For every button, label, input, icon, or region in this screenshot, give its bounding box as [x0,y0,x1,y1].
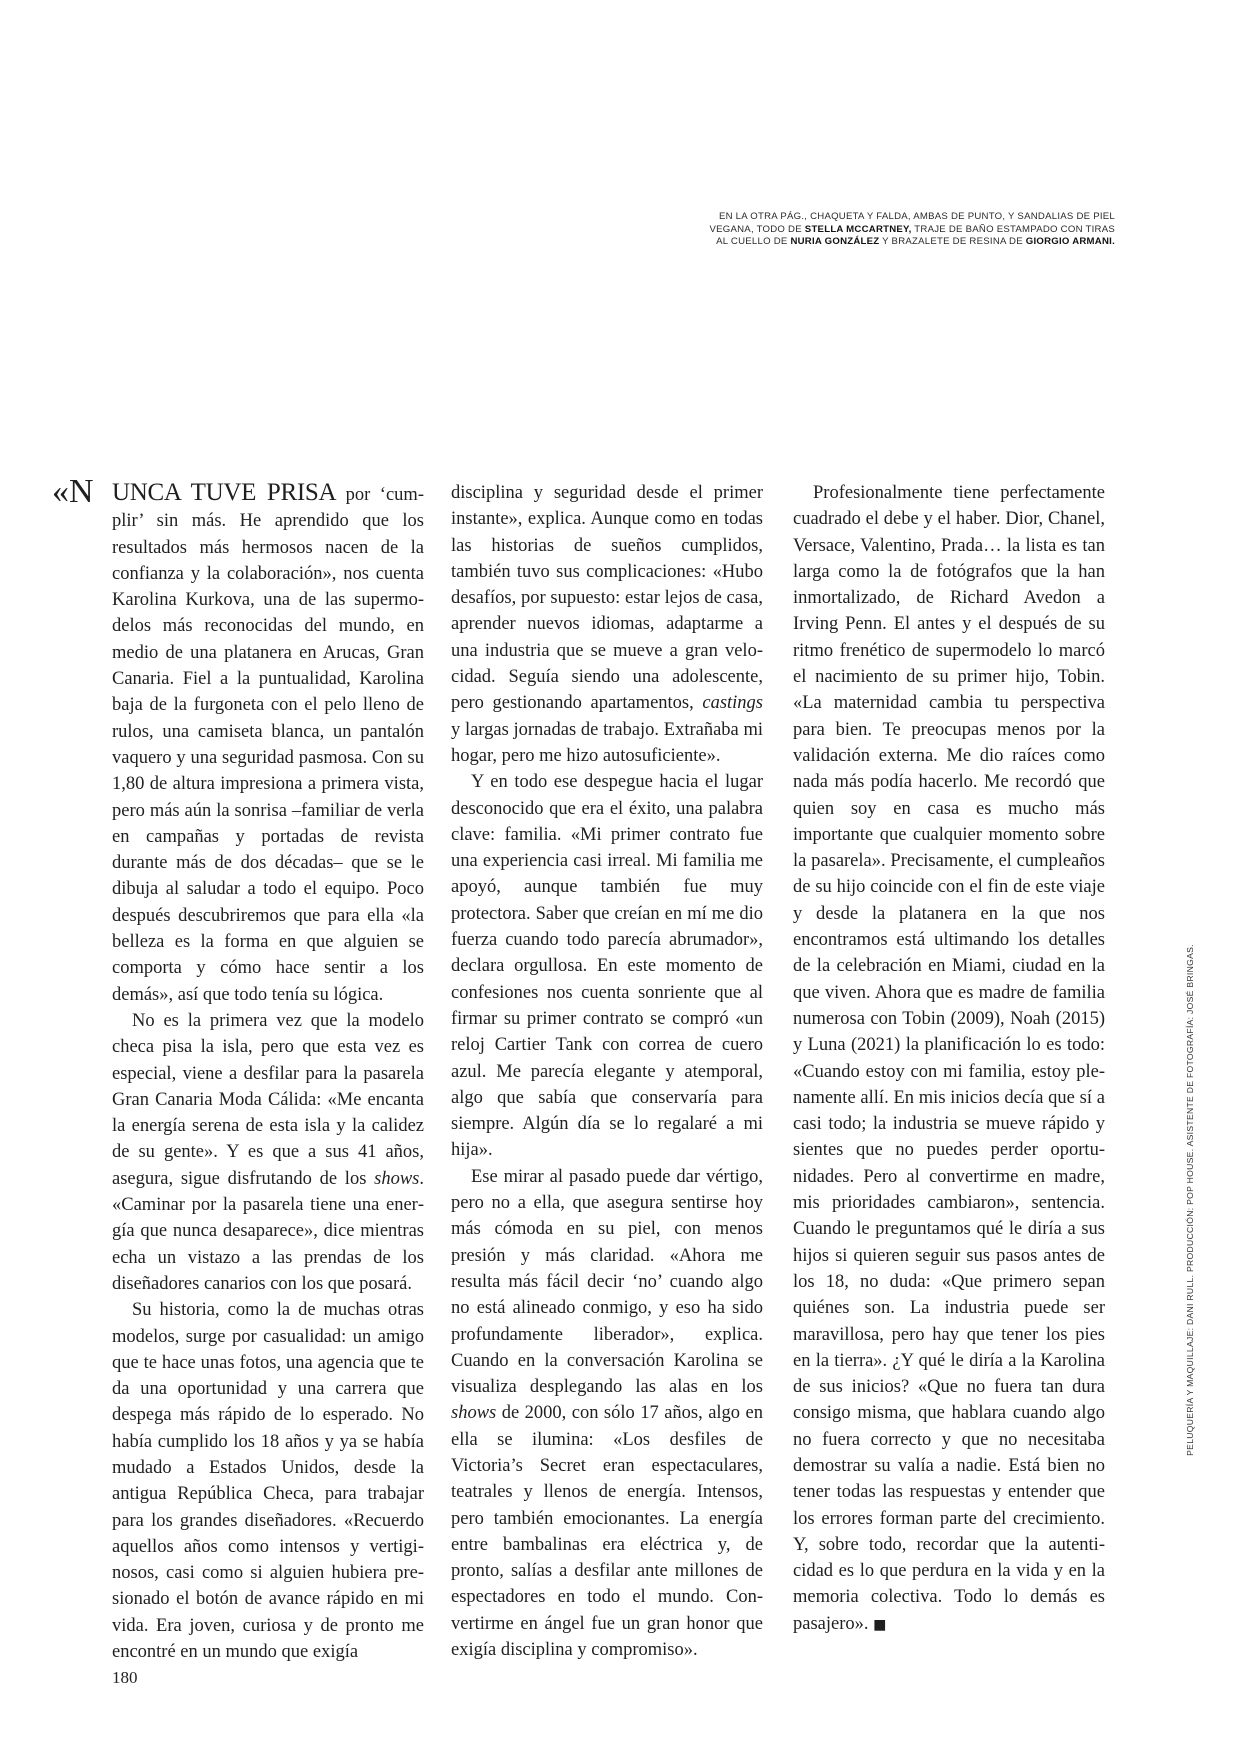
paragraph-text: por ‘cumplir’ sin más. He aprendido que los resultados más hermosos nacen de la confianza y la colaboración», nos cuenta Karolina Kurkova, una de las supermodelos más reconocidas del mundo, en medio de una platanera en Arucas, Gran Canaria. Fiel a la puntualidad, Karolina baja de la furgoneta con el pelo lleno de rulos, una camiseta blanca, un pantalón vaquero y una seguridad pasmosa. Con su 1,80 de altura impresiona a primera vista, pero más aún la sonrisa –familiar de verla en campañas y portadas de revista durante más de dos décadas– que se le dibuja al saludar a todo el equipo. Poco después descubriremos que para ella «la belleza es la forma en que alguien se comporta y cómo hace sentir a los demás», así que todo tenía su lógica. [112,485,424,1005]
paragraph-text: No es la primera vez que la modelo checa pisa la isla, pero que esta vez es especial, viene a desfilar para la pasarela Gran Canaria Moda Cálida: «Me encanta la energía serena de esta isla y la calidez de su gente». Y es que a sus 41 años, asegura, sigue disfrutando de los [112,1010,424,1189]
photo-caption [695,211,1115,249]
caption-text-1: EN LA OTRA PÁG., CHAQUETA Y FALDA, AMBAS DE PUNTO, Y SANDALIAS DE PIEL VEGANA, TODO DE [709,211,1115,235]
article-paragraph [52,473,424,1008]
caption-brand-3: GIORGIO ARMANI. [1025,236,1115,248]
caption-brand-1: STELLA MCCARTNEY, [804,223,912,235]
paragraph-text: . «Caminar por la pasarela tiene una energía que nunca desaparece», dice mientras echa un vistazo a las prendas de los diseñadores canarios con los que posará. [112,1168,424,1294]
italic-term: shows [374,1168,420,1189]
article-paragraph [451,1164,763,1664]
article-paragraph: Su historia, como la de muchas otras modelos, surge por casualidad: un amigo que te hace unas fotos, una agencia que te da una oportunidad y una carrera que despega más rápido de lo esperado. No había cumplido los 18 años y ya se había mudado a Estados Unidos, desde la antigua República Checa, para trabajar para los grandes diseñadores. «Recuerdo aquellos años como intensos y vertiginosos, casi como si alguien hubiera presionado el botón de avance rápido en mi vida. Era joven, curiosa y de pronto me encontré en un mundo que exigía [112,1300,424,1663]
caption-text-2: TRAJE DE BAÑO ESTAMPADO CON TIRAS AL CUELLO DE [716,223,1115,248]
article-paragraph: Y en todo ese despegue hacia el lugar desconocido que era el éxito, una palabra clave: familia. «Mi primer contrato fue una experiencia casi irreal. Mi familia me apoyó, aunque también fue muy protectora. Saber que creían en mí me dio fuerza cuando todo parecía abrumador», declara orgullosa. En este momento de confesiones nos cuenta sonriente que al firmar su primer contrato se compró «un reloj Cartier Tank con correa de cuero azul. Me parecía elegante y atemporal, algo que sabía que conservaría para siempre. Algún día se lo regalaré a mi hija». [451,772,763,1161]
article-column-3 [793,480,1105,1638]
paragraph-text: Profesionalmente tiene perfectamente cuadrado el debe y el haber. Dior, Chanel, Versace, Valentino, Prada… la lista es tan larga como la de fotógrafos que la han inmortalizado, de Richard Avedon a Irving Penn. El antes y el después de su ritmo frenético de supermodelo lo marcó el nacimiento de su primer hijo, Tobin. «La maternidad cambia tu perspectiva para bien. Te preocupas menos por la validación externa. Me dio raíces como nada más podía hacerlo. Me recordó que quien soy en casa es mucho más importante que cualquier momento sobre la pasarela». Precisamente, el cumpleaños de su hijo coincide con el fin de este viaje y desde la platanera en la que nos encontramos está ultimando los detalles de la celebración en Miami, ciudad en la que viven. Ahora que es madre de familia numerosa con Tobin (2009), Noah (2015) y Luna (2021) la planificación lo es todo: «Cuando estoy con mi familia, estoy plenamente allí. En mis inicios decía que sí a casi todo; la industria se mueve rápido y sientes que no puedes perder oportunidades. Pero al convertirme en madre, mis prioridades cambiaron», sentencia. Cuando le preguntamos qué le diría a sus hijos si quieren seguir sus pasos antes de los 18, no duda: «Que primero sepan quiénes son. La industria puede ser maravillosa, pero hay que tener los pies en la tierra». ¿Y qué le diría a la Karolina de sus inicios? «Que no fuera tan dura consigo misma, que hablara cuando algo no fuera correcto y que no necesitaba demostrar su valía a nadie. Está bien no tener todas las respuestas y entender que los errores forman parte del crecimiento. Y, sobre todo, recordar que la autenticidad es lo que perdura en la vida y en la memoria colectiva. Todo lo demás es pasajero». [793,483,1105,1634]
paragraph-text: Ese mirar al pasado puede dar vértigo, pero no a ella, que asegura sentirse hoy más cómoda en su piel, con menos presión y más claridad. «Ahora me resulta más fácil decir ‘no’ cuando algo no está alineado conmigo, y eso ha sido profundamente liberador», explica. Cuando en la conversación Karolina se visualiza desplegando las alas en los [451,1166,763,1398]
article-paragraph [112,1008,424,1297]
lead-words: UNCA TUVE PRISA [112,479,337,506]
paragraph-text: de 2000, con sólo 17 años, algo en ella se ilumina: «Los desfiles de Victoria’s Secret eran espectaculares, teatrales y llenos de energía. Intensos, pero también emocionantes. La energía entre bambalinas era eléctrica y, de pronto, salías a desfilar ante millones de espectadores en todo el mundo. Convertirme en ángel fue un gran honor que exigía disciplina y compromiso». [451,1403,763,1661]
page-number: 180 [112,1668,138,1687]
paragraph-text: disciplina y seguridad desde el primer instante», explica. Aunque como en todas las historias de sueños cumplidos, también tuvo sus complicaciones: «Hubo desafíos, por supuesto: estar lejos de casa, aprender nuevos idiomas, adaptarme a una industria que se mueve a gran velocidad. Seguía siendo una adolescente, pero gestionando apartamentos, [451,483,763,714]
italic-term: shows [451,1403,497,1424]
article-column-1 [52,473,424,1665]
credits-text: PELUQUERÍA Y MAQUILLAJE: DANI RULL. PRODUCCIÓN: POP HOUSE. ASISTENTE DE FOTOGRAFÍA: JOSÉ BRINGAS. [1185,944,1195,1456]
italic-term: castings [702,693,763,714]
end-mark-icon: ■ [873,1616,887,1633]
caption-text-3: Y BRAZALETE DE RESINA DE [879,236,1026,248]
article-paragraph [793,480,1105,1638]
article-paragraph [451,480,763,769]
caption-brand-2: NURIA GONZÁLEZ [790,236,880,248]
paragraph-text: y largas jornadas de trabajo. Extrañaba mi hogar, pero me hizo autosuficiente». [451,719,763,766]
article-column-2 [451,480,763,1663]
drop-cap: «N [52,473,94,510]
